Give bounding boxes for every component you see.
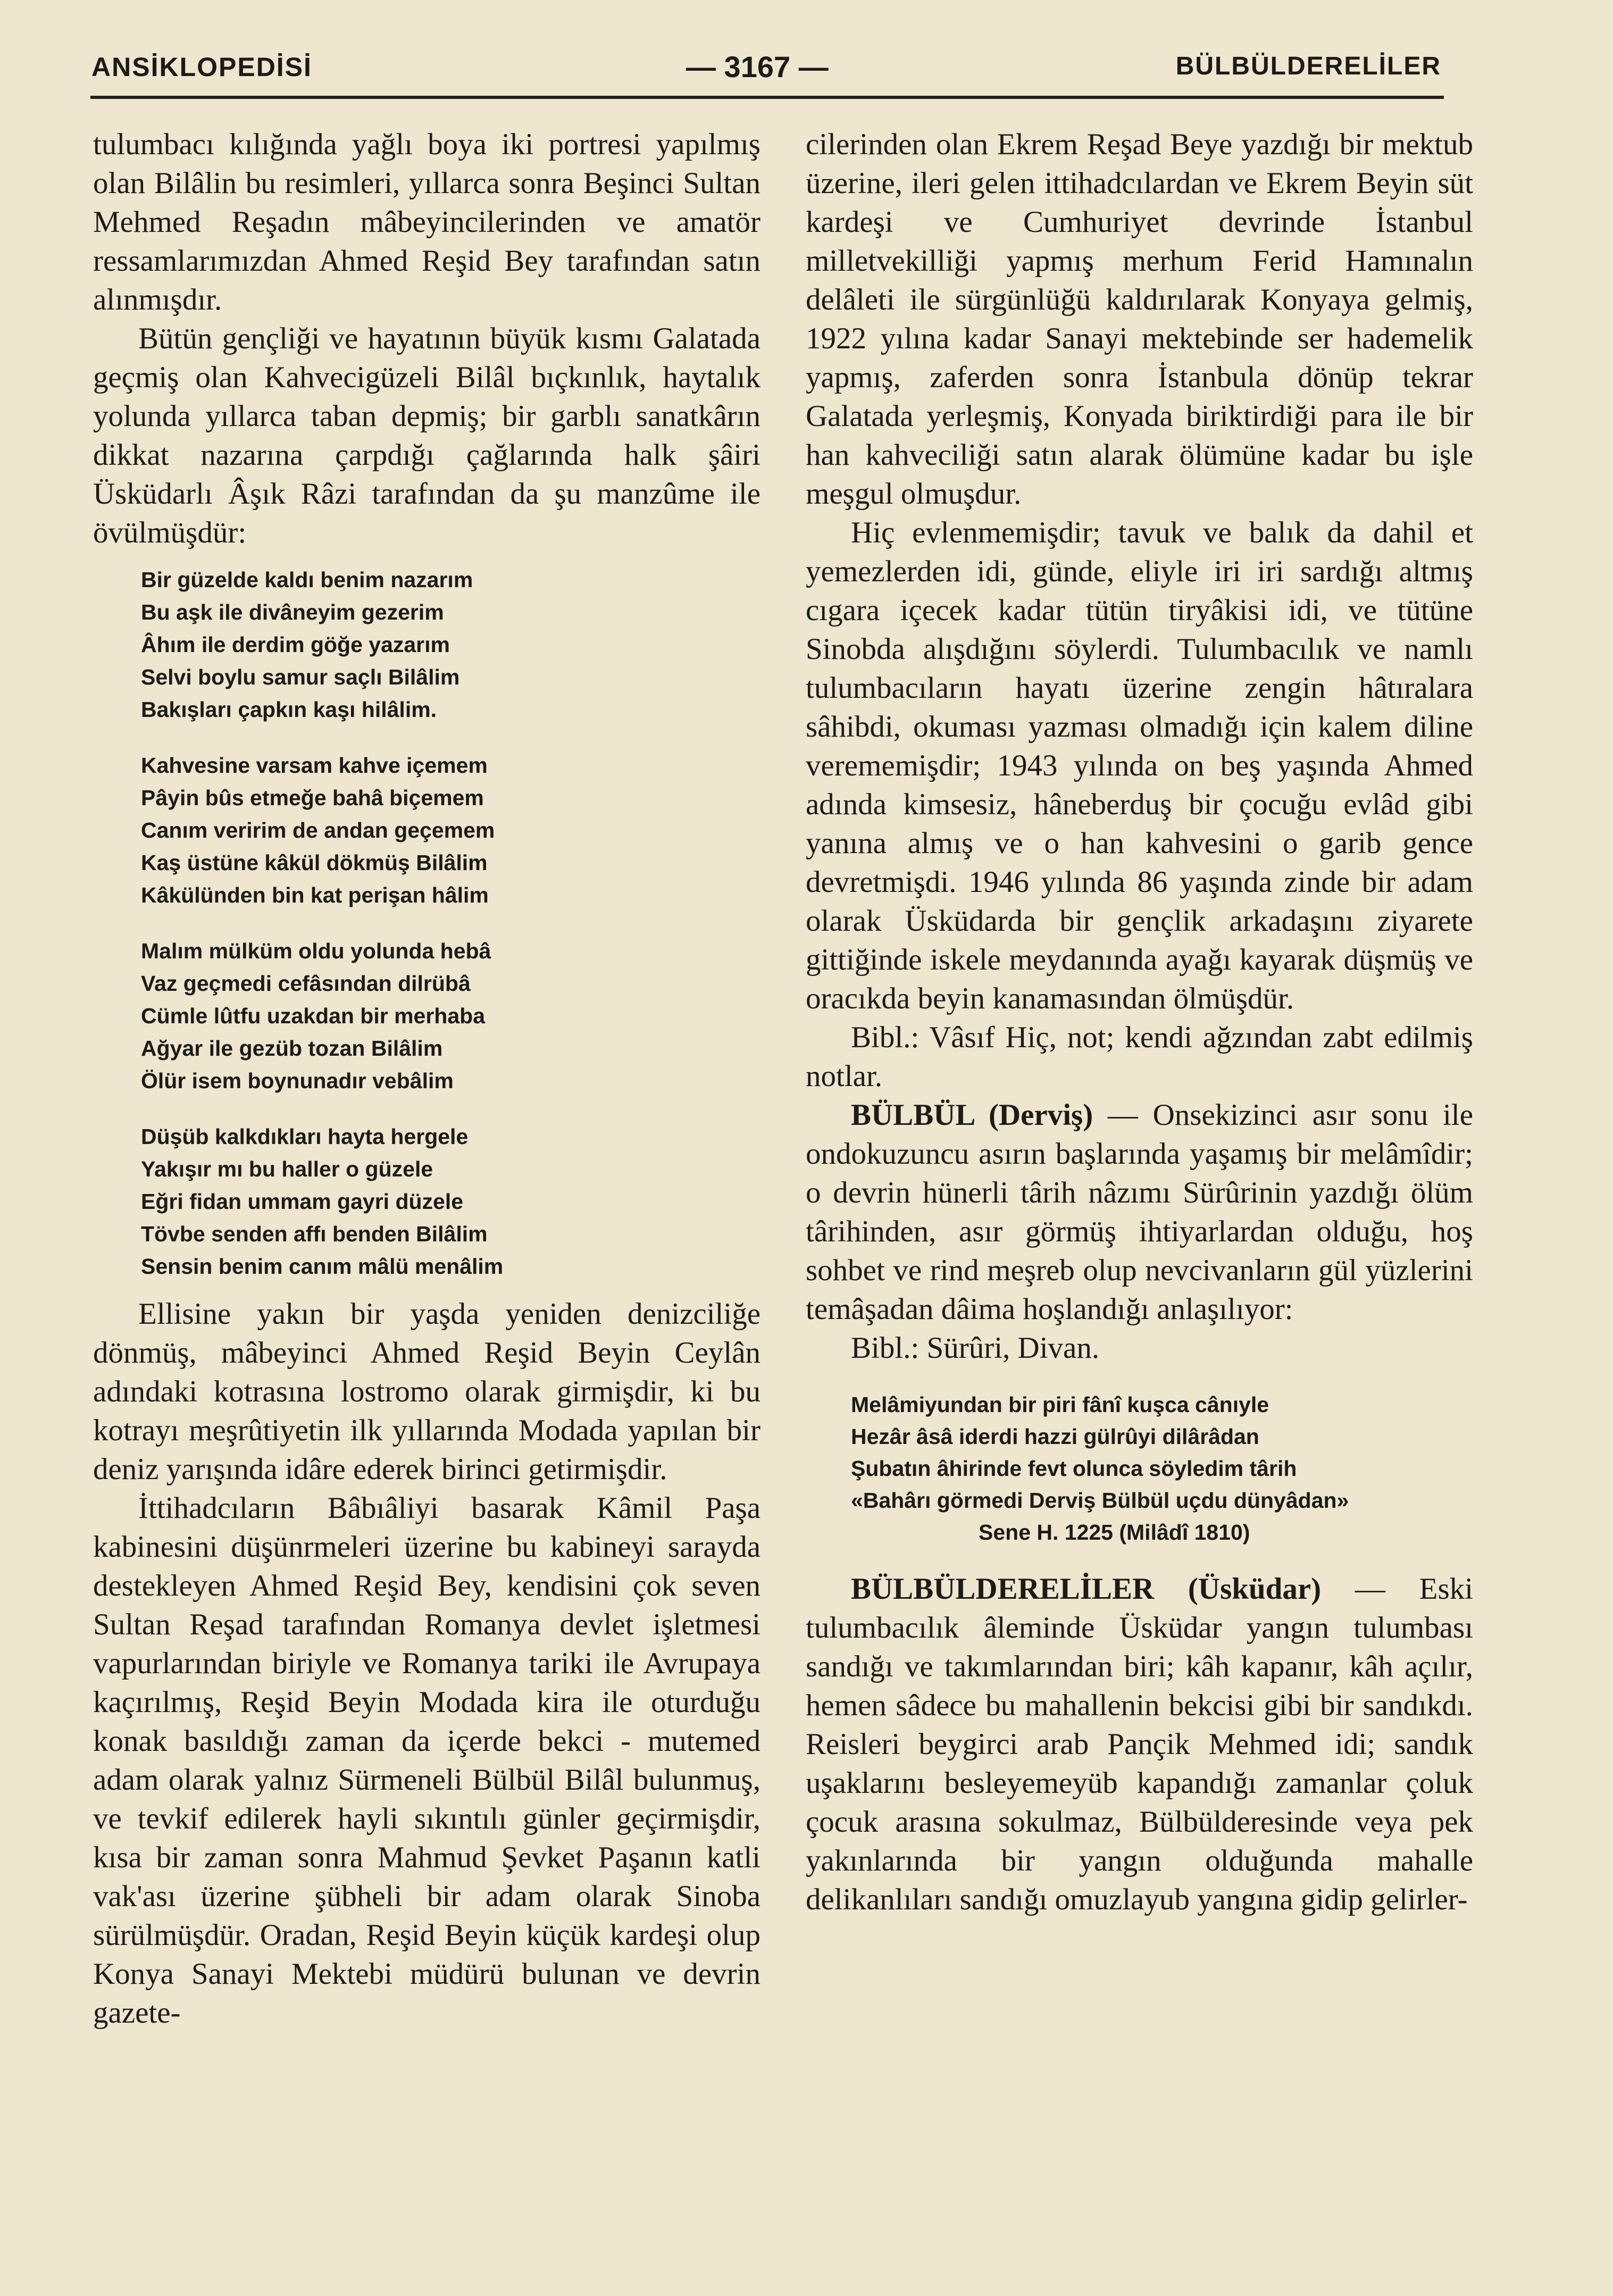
poem xyxy=(141,564,760,1283)
paragraph: Ellisine yakın bir yaşda yeniden denizciliğe dönmüş, mâbeyinci Ahmed Reşid Beyin Ceylân adındaki kotrasına lostromo olarak girmişdir, ki bu kotrayı meşrûtiyetin ilk yıllarında Modada yapılan bir deniz yarışında idâre ederek birinci getirmişdir. xyxy=(93,1297,760,1486)
poem-line: Düşüb kalkdıkları hayta hergele xyxy=(141,1124,469,1149)
verse-line: «Bahârı görmedi Derviş Bülbül uçdu dünyâdan» xyxy=(851,1488,1349,1513)
paragraph: cilerinden olan Ekrem Reşad Beye yazdığı bir mektub üzerine, ileri gelen ittihadcılardan ve Ekrem Beyin süt kardeşi ve Cumhuriyet devrinde İstanbul milletvekilliği yapmış merhum Ferid Hamınalın delâleti ile sürgünlüğü kaldırılarak Konyaya gelmiş, 1922 yılına kadar Sanayi mektebinde ser hademelik yapmış, zaferden sonra İstanbula dönüp tekrar Galatada yerleşmiş, Konyada biriktirdiği para ile bir han kahveciliği satın alarak ölümüne kadar bu işle meşgul olmuşdur. xyxy=(806,128,1473,511)
poem-line: Yakışır mı bu haller o güzele xyxy=(141,1157,433,1181)
poem-line: Malım mülküm oldu yolunda hebâ xyxy=(141,939,491,963)
bibliography: Bibl.: Sürûri, Divan. xyxy=(851,1331,1100,1365)
poem-line: Pâyin bûs etmeğe bahâ biçemem xyxy=(141,786,484,810)
paragraph: tulumbacı kılığında yağlı boya iki portresi yapılmış olan Bilâlin bu resimleri, yıllarca sonra Beşinci Sultan Mehmed Reşadın mâbeyincilerinden ve amatör ressamlarımızdan Ahmed Reşid Bey tarafından satın alınmışdır. xyxy=(93,128,760,316)
right-column xyxy=(806,125,1473,1919)
poem-line: Bu aşk ile divâneyim gezerim xyxy=(141,600,444,624)
poem-stanza xyxy=(141,564,760,726)
left-column xyxy=(93,125,760,2032)
poem-line: Bakışları çapkın kaşı hilâlim. xyxy=(141,697,437,722)
entry-headword: BÜLBÜL (Derviş) xyxy=(851,1098,1093,1132)
verse-date: Sene H. 1225 (Milâdî 1810) xyxy=(979,1520,1250,1544)
poem-line: Kâkülünden bin kat perişan hâlim xyxy=(141,883,489,907)
poem-stanza xyxy=(141,935,760,1097)
poem-line: Cümle lûtfu uzakdan bir merhaba xyxy=(141,1004,485,1028)
entry-bulbuldereliler xyxy=(806,1569,1473,1919)
verse-line: Hezâr âsâ iderdi hazzi gülrûyi dilârâdan xyxy=(851,1424,1259,1449)
entry-headword: BÜLBÜLDERELİLER (Üsküdar) xyxy=(851,1572,1322,1606)
poem-line: Ölür isem boynunadır vebâlim xyxy=(141,1068,454,1093)
poem-line: Selvi boylu samur saçlı Bilâlim xyxy=(141,665,460,689)
page-number: — 3167 — xyxy=(686,50,829,84)
running-head-left: ANSİKLOPEDİSİ xyxy=(91,52,312,82)
page-header xyxy=(80,45,1441,88)
poem-line: Eğri fidan ummam gayri düzele xyxy=(141,1189,464,1214)
poem-line: Tövbe senden affı benden Bilâlim xyxy=(141,1222,488,1246)
poem-line: Sensin benim canım mâlü menâlim xyxy=(141,1254,504,1279)
poem-line: Canım veririm de andan geçemem xyxy=(141,818,495,842)
verse-line: Şubatın âhirinde fevt olunca söyledim târih xyxy=(851,1456,1297,1481)
header-rule xyxy=(90,96,1444,99)
poem-line: Âhım ile derdim göğe yazarım xyxy=(141,632,450,657)
entry-bulbul-dervis xyxy=(806,1096,1473,1329)
poem-stanza xyxy=(141,749,760,912)
poem-stanza xyxy=(141,1121,760,1283)
running-head-right: BÜLBÜLDERELİLER xyxy=(1175,52,1441,80)
verse-line: Melâmiyundan bir piri fânî kuşca cânıyle xyxy=(851,1392,1269,1417)
poem-line: Vaz geçmedi cefâsından dilrübâ xyxy=(141,971,471,996)
entry-text: — Eski tulumbacılık âleminde Üsküdar yangın tulumbası sandığı ve takımlarından biri; kâh kapanır, kâh açılır, hemen sâdece bu mahallenin bekcisi gibi bir sandıkdı. Reisleri beygirci arab Pançik Mehmed idi; sandık uşaklarını besleyemeyüb kapandığı zamanlar çoluk çocuk arasına sokulmaz, Bülbülderesinde veya pek yakınlarında bir yangın olduğunda mahalle delikanlıları sandığı omuzlayub yangına gidip gelirler- xyxy=(806,1572,1473,1916)
poem-line: Kaş üstüne kâkül dökmüş Bilâlim xyxy=(141,850,488,875)
paragraph: İttihadcıların Bâbıâliyi basarak Kâmil Paşa kabinesini düşünrmeleri üzerine bu kabineyi sarayda destekleyen Ahmed Reşid Bey, kendisini çok seven Sultan Reşad tarafından Romanya devlet işletmesi vapurlarından biriyle ve Romanya tariki ile Avrupaya kaçırılmış, Reşid Beyin Modada kira ile oturduğu konak basıldığı zaman da içerde bekci - mutemed adam olarak yalnız Sürmeneli Bülbül Bilâl bulunmuş, ve tevkif edilerek hayli sıkıntılı günler geçirmişdir, kısa bir zaman sonra Mahmud Şevket Paşanın katli vak'ası üzerine şübheli bir adam olarak Sinoba sürülmüşdür. Oradan, Reşid Beyin küçük kardeşi olup Konya Sanayi Mektebi müdürü bulunan ve devrin gazete- xyxy=(93,1491,760,2030)
entry-text: — Onsekizinci asır sonu ile ondokuzuncu asırın başlarında yaşamış bir melâmîdir; o devrin hünerli târih nâzımı Sürûrinin yazdığı ölüm târihinden, asır görmüş ihtiyarlardan olduğu, hoş sohbet ve rind meşreb olup nevcivanların gül yüzlerini temâşadan dâima hoşlandığı anlaşılıyor: xyxy=(806,1098,1473,1326)
poem-line: Ağyar ile gezüb tozan Bilâlim xyxy=(141,1036,443,1061)
bibliography: Bibl.: Vâsıf Hiç, not; kendi ağzından zabt edilmiş notlar. xyxy=(806,1021,1473,1093)
paragraph: Bütün gençliği ve hayatının büyük kısmı Galatada geçmiş olan Kahvecigüzeli Bilâl bıçkınlık, haytalık yolunda yıllarca taban depmiş; bir garblı sanatkârın dikkat nazarına çarpdığı çağlarında halk şâiri Üsküdarlı Âşık Râzi tarafından da şu manzûme ile övülmüşdür: xyxy=(93,322,760,549)
chronogram-verse xyxy=(851,1389,1473,1548)
poem-line: Kahvesine varsam kahve içemem xyxy=(141,753,488,778)
paragraph: Hiç evlenmemişdir; tavuk ve balık da dahil et yemezlerden idi, günde, eliyle iri iri sardığı altmış cıgara içecek kadar tütün tiryâkisi idi, ve tütüne Sinobda alışdığını söylerdi. Tulumbacılık ve namlı tulumbacıların hayatı üzerine zengin hâtıralara sâhibdi, okuması yazması olmadığı için kalem diline verememişdir; 1943 yılında on beş yaşında Ahmed adında kimsesiz, hâneberduş bir çocuğu evlâd gibi yanına almış ve o han kahvesini o garib gence devretmişdi. 1946 yılında 86 yaşında zinde bir adam olarak Üsküdarda bir gençlik arkadaşını ziyarete gittiğinde iskele meydanında ayağı kayarak düşmüş ve oracıkda beyin kanamasından ölmüşdür. xyxy=(806,516,1473,1015)
poem-line: Bir güzelde kaldı benim nazarım xyxy=(141,567,473,592)
